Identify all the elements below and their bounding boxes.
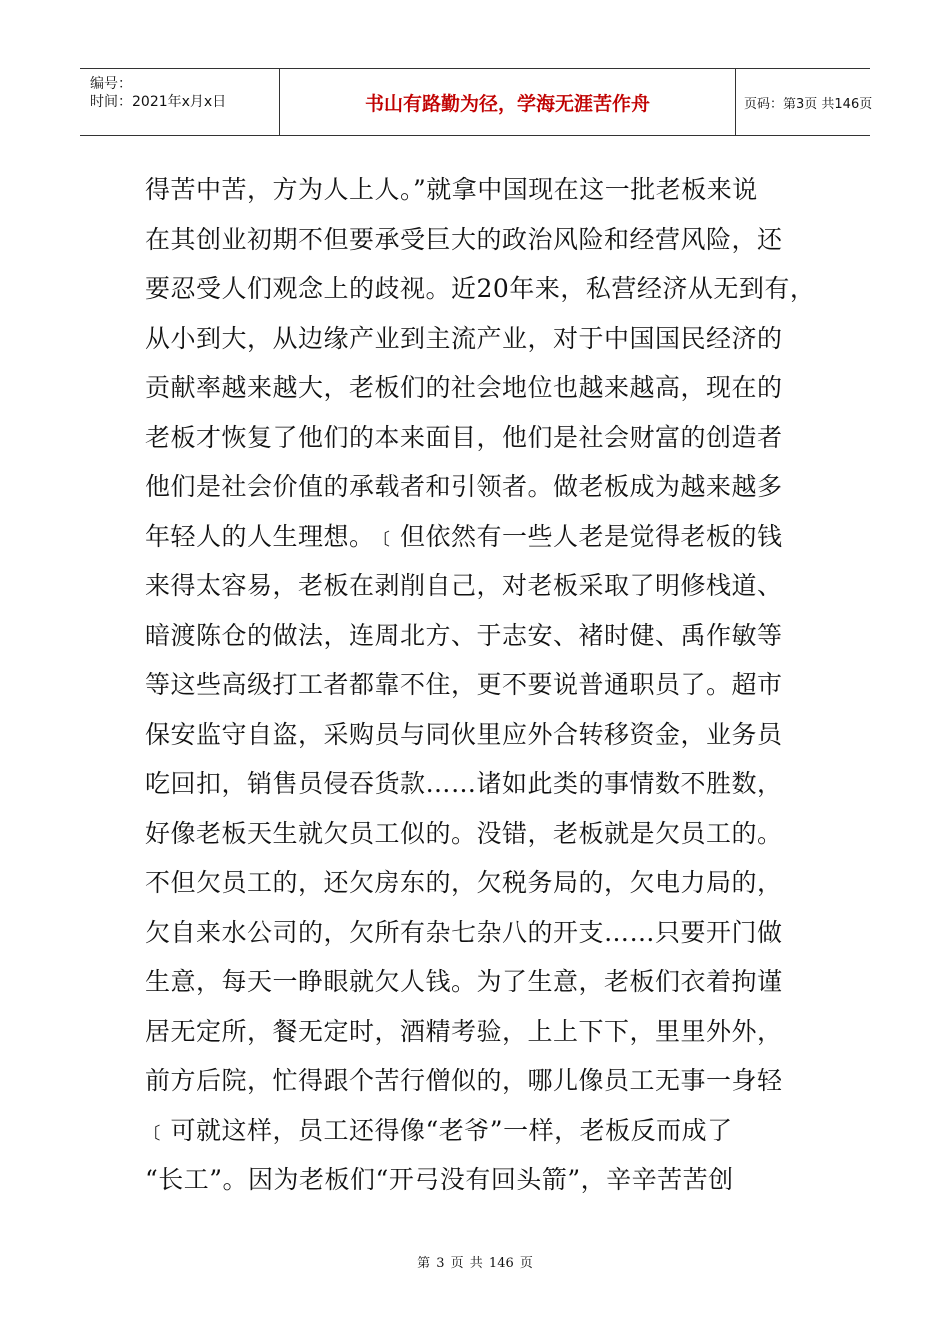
header-info-cell <box>80 69 280 135</box>
text-line: 得苦中苦，方为人上人。”就拿中国现在这一批老板来说 <box>145 175 758 204</box>
page-footer: 第 3 页 共 146 页 <box>417 1256 533 1271</box>
text-line: 暗渡陈仓的做法，连周北方、于志安、褚时健、禹作敏等 <box>145 620 783 650</box>
text-line: 生意，每天一睁眼就欠人钱。为了生意，老板们衣着拘谨 <box>145 967 783 996</box>
text-line: 在其创业初期不但要承受巨大的政治风险和经营风险，还 <box>145 224 783 254</box>
document-date-label: 时间：2021年x月x日 <box>90 94 227 110</box>
text-line: 年轻人的人生理想。﹝但依然有一些人老是觉得老板的钱 <box>145 521 783 551</box>
text-line: 吃回扣，销售员侵吞货款……诸如此类的事情数不胜数， <box>145 769 783 798</box>
text-line: 保安监守自盗，采购员与同伙里应外合转移资金，业务员 <box>145 719 783 749</box>
text-line: 好像老板天生就欠员工似的。没错，老板就是欠员工的。 <box>145 818 783 848</box>
text-line: 等这些高级打工者都靠不住，更不要说普通职员了。超市 <box>145 670 783 699</box>
text-line: ﹝可就这样，员工还得像“老爷”一样，老板反而成了 <box>145 1115 733 1145</box>
text-line: 贡献率越来越大，老板们的社会地位也越来越高，现在的 <box>145 373 783 402</box>
text-line: 从小到大，从边缘产业到主流产业，对于中国国民经济的 <box>145 323 783 353</box>
body-text <box>145 165 815 1205</box>
page-header <box>80 68 873 136</box>
header-page-label: 页码：第3页 共146页 <box>744 96 873 112</box>
text-line: 来得太容易，老板在剥削自己，对老板采取了明修栈道、 <box>145 571 783 600</box>
document-number-label: 编号： <box>90 76 132 92</box>
text-line: 居无定所，餐无定时，酒精考验，上上下下，里里外外， <box>145 1016 783 1046</box>
header-motto: 书山有路勤为径，学海无涯苦作舟 <box>280 69 736 135</box>
text-line: 不但欠员工的，还欠房东的，欠税务局的，欠电力局的， <box>145 868 783 897</box>
text-line: 前方后院，忙得跟个苦行僧似的，哪儿像员工无事一身轻 <box>145 1066 783 1095</box>
text-line: 要忍受人们观念上的歧视。近20年来，私营经济从无到有， <box>145 274 816 303</box>
text-line: “长工”。因为老板们“开弓没有回头箭”，辛辛苦苦创 <box>145 1165 734 1194</box>
text-line: 欠自来水公司的，欠所有杂七杂八的开支……只要开门做 <box>145 917 783 947</box>
text-line: 老板才恢复了他们的本来面目，他们是社会财富的创造者 <box>145 422 783 452</box>
text-line: 他们是社会价值的承载者和引领者。做老板成为越来越多 <box>145 472 783 501</box>
